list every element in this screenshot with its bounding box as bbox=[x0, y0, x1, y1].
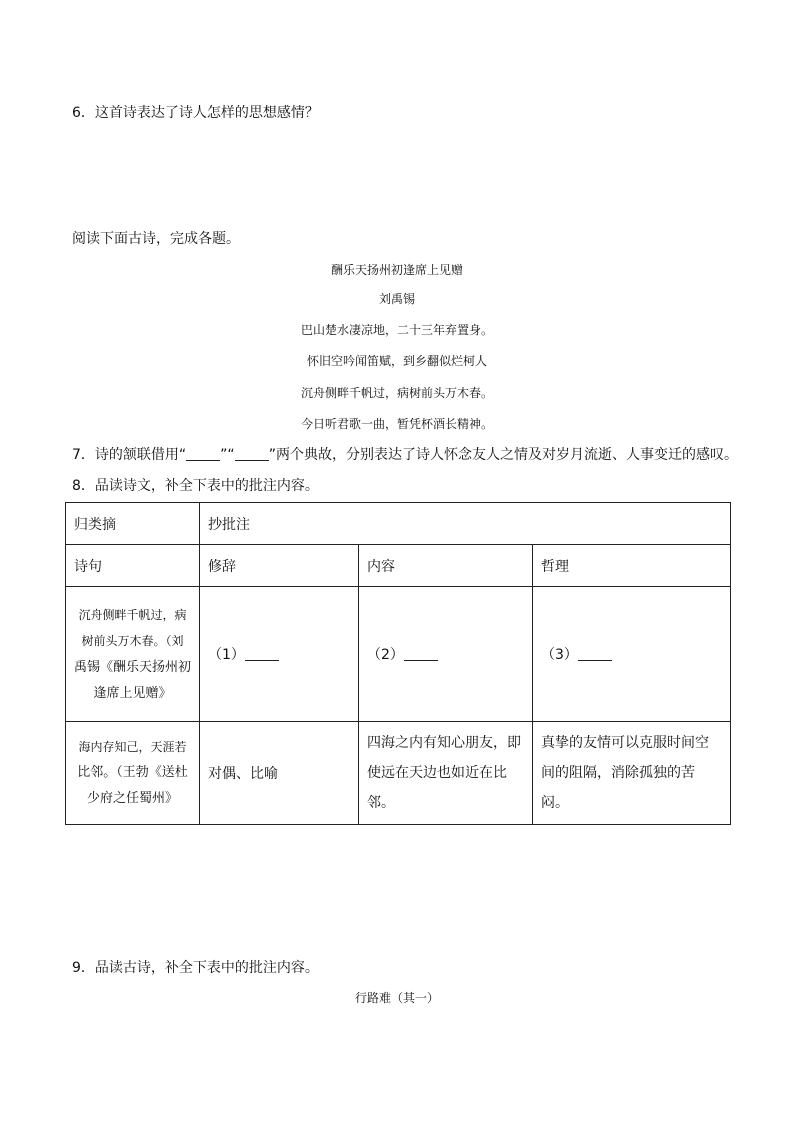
rhetoric-cell: 对偶、比喻 bbox=[200, 722, 359, 825]
poem-author: 刘禹锡 bbox=[378, 292, 415, 306]
answer-blank[interactable] bbox=[404, 646, 438, 661]
header-cell: 诗句 bbox=[66, 545, 200, 587]
blank-number: （1） bbox=[208, 647, 245, 663]
table-row bbox=[66, 587, 731, 722]
content-cell: 四海之内有知心朋友，即使远在天边也如近在比邻。 bbox=[359, 722, 533, 825]
poem-line: 今日听君歌一曲，暂凭杯酒长精神。 bbox=[300, 417, 493, 431]
poem-quote-line: 禹锡《酬乐天扬州初 bbox=[73, 659, 191, 675]
poem-quote-line: 比邻。（王勃《送杜 bbox=[77, 765, 188, 780]
poem-quote-cell bbox=[66, 587, 200, 722]
table-row bbox=[66, 545, 731, 587]
question-7 bbox=[72, 445, 738, 465]
poem-quote-line: 沉舟侧畔千帆过，病 bbox=[78, 607, 187, 622]
poem-quote-line: 逢席上见赠》 bbox=[93, 685, 172, 701]
poem-line: 沉舟侧畔千帆过，病树前头万木春。 bbox=[300, 386, 493, 400]
poem-quote-cell bbox=[66, 722, 200, 825]
header-cell: 归类摘 bbox=[66, 503, 200, 545]
question-6: 6．这首诗表达了诗人怎样的思想感情？ bbox=[72, 105, 319, 121]
answer-blank[interactable] bbox=[578, 646, 612, 661]
question-7-mid: ”“ bbox=[220, 447, 235, 463]
header-cell: 修辞 bbox=[200, 545, 359, 587]
poem-line: 怀旧空吟闻笛赋，到乡翻似烂柯人 bbox=[306, 354, 487, 368]
question-8: 8．品读诗文，补全下表中的批注内容。 bbox=[72, 478, 319, 494]
poem-quote-line: 海内存知己，天涯若 bbox=[78, 740, 187, 754]
table-row bbox=[66, 503, 731, 545]
blank-number: （3） bbox=[541, 647, 578, 663]
poem-title: 酬乐天扬州初逢席上见赠 bbox=[330, 263, 463, 277]
blank-number: （2） bbox=[367, 647, 404, 663]
reading-instruction: 阅读下面古诗，完成各题。 bbox=[72, 231, 240, 247]
header-cell: 内容 bbox=[359, 545, 533, 587]
question-9: 9．品读古诗，补全下表中的批注内容。 bbox=[72, 960, 319, 976]
poem-quote-line: 少府之任蜀州》 bbox=[86, 791, 178, 806]
answer-blank[interactable] bbox=[186, 446, 220, 461]
content-cell[interactable] bbox=[359, 587, 533, 722]
question-7-suffix: ”两个典故，分别表达了诗人怀念友人之情及对岁月流逝、人事变迁的感叹。 bbox=[268, 447, 738, 463]
header-cell: 抄批注 bbox=[200, 503, 731, 545]
header-cell: 哲理 bbox=[533, 545, 731, 587]
poem-line: 巴山楚水凄凉地，二十三年弃置身。 bbox=[300, 323, 493, 337]
poem-quote-line: 树前头万木春。（刘 bbox=[81, 633, 184, 648]
annotation-table bbox=[65, 502, 731, 825]
philosophy-cell: 真挚的友情可以克服时间空间的阻隔，消除孤独的苦闷。 bbox=[533, 722, 731, 825]
poem-title: 行路难（其一） bbox=[354, 991, 439, 1005]
philosophy-cell[interactable] bbox=[533, 587, 731, 722]
answer-blank[interactable] bbox=[245, 646, 279, 661]
answer-blank[interactable] bbox=[235, 446, 269, 461]
question-7-prefix: 7．诗的颔联借用“ bbox=[72, 447, 187, 463]
table-row bbox=[66, 722, 731, 825]
rhetoric-cell[interactable] bbox=[200, 587, 359, 722]
